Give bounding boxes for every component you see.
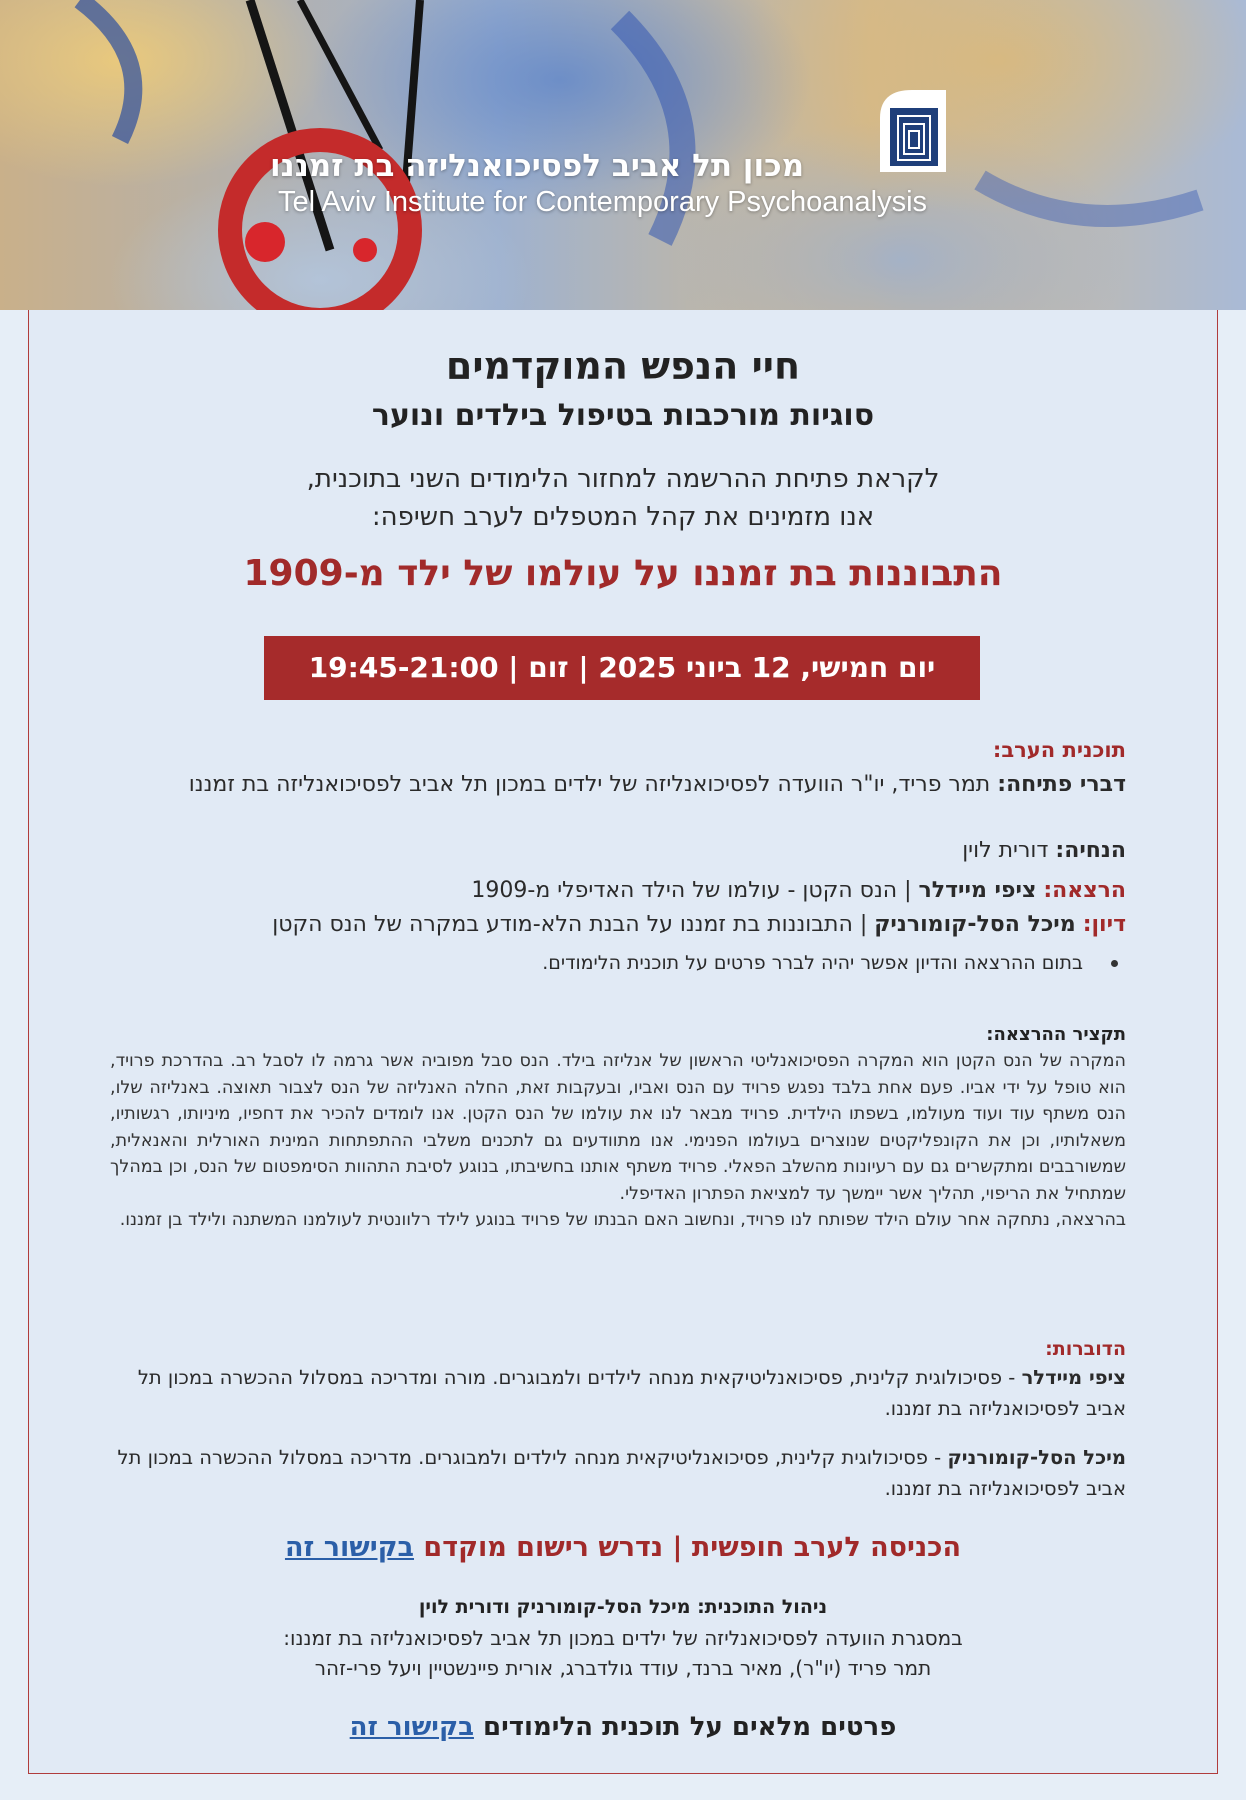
guide-label: הנחיה:: [1055, 838, 1126, 863]
abstract-heading: תקציר ההרצאה:: [986, 1024, 1126, 1045]
abstract-body: [110, 1048, 1126, 1234]
page-subtitle: סוגיות מורכבות בטיפול בילדים ונוער: [371, 398, 875, 433]
discussion-text: | התבוננות בת זמננו על הבנת הלא-מודע במקרה של הנס הקטן: [272, 912, 868, 937]
intro-line-2: אנו מזמינים את קהל המטפלים לערב חשיפה:: [371, 502, 875, 532]
lecture-text: | הנס הקטן - עולמו של הילד האדיפלי מ-1909: [471, 878, 912, 903]
program-guide: [962, 834, 1126, 868]
footer-text: פרטים מלאים על תוכנית הלימודים: [473, 1712, 897, 1742]
discussion-label: דיון:: [1082, 912, 1126, 937]
abstract-paragraph-2: בהרצאה, נתחקה אחר עולם הילד שפותח לנו פרויד, ונחשוב האם הבנתו של פרויד בנוגע לילד רלוונטית לעולמנו המשתנה ולילד בן זמננו.: [119, 1210, 1126, 1230]
lecture-label: הרצאה:: [1043, 878, 1126, 903]
opening-text: תמר פריד, יו"ר הוועדה לפסיכואנליזה של ילדים במכון תל אביב לפסיכואנליזה בת זמננו: [188, 772, 991, 797]
program-bullet: [542, 952, 1118, 974]
program-opening: [116, 768, 1126, 802]
program-details-link[interactable]: בקישור זה: [349, 1712, 474, 1742]
opening-label: דברי פתיחה:: [997, 772, 1126, 797]
logo-english-text: Tel Aviv Institute for Contemporary Psychoanalysis: [278, 186, 928, 218]
footer-line: [0, 1712, 1246, 1742]
bullet-dot-icon: [1111, 960, 1118, 967]
speaker-1-bio: - פסיכולוגית קלינית, פסיכואנליטיקאית מנחה לילדים ולמבוגרים. מורה ומדריכה במסלול ההכשרה במכון תל אביב לפסיכואנליזה בת זמננו.: [137, 1366, 1126, 1420]
management-line-1: במסגרת הוועדה לפסיכואנליזה של ילדים במכון תל אביב לפסיכואנליזה בת זמננו:: [283, 1626, 963, 1650]
abstract-paragraph-1: המקרה של הנס הקטן הוא המקרה הפסיכואנליטי הראשון של אנליזה בילד. הנס סבל מפוביה אשר גרמה לו לסבל רב. בהדרכת פרויד, הוא טופל על ידי אביו. פעם אחת בלבד נפגש פרויד עם הנס ואביו, ובעקבות זאת, החלה האנליזה של הנס לצבור תאוצה. באנליזה שלו, הנס משתף עוד ועוד מעולמו, בשפתו הילדית. פרויד מבאר לנו את עולמו של הנס הקטן. אנו לומדים להכיר את דחפיו, מיניותו, רגשותיו, משאלותיו, וכן את הקונפליקטים שנוצרים בעולמו הפנימי. אנו מתוודעים גם לתכנים משלבי ההתפתחות המינית האורלית והאנאלית, שמשורבבים ומתקשרים גם עם רעיונות מהשלב הפאלי. פרויד משתף אותנו בחשיבתו, בנוגע לסיבת התהוות הסימפטום של הנס, וכן במהלך שמתחיל את הריפוי, תהליך אשר יימשך עד למציאת הפתרון האדיפלי.: [110, 1051, 1126, 1204]
speaker-1: [116, 1362, 1126, 1424]
logo-hebrew-text: מכון תל אביב לפסיכואנליזה בת זמננו: [270, 148, 805, 184]
intro-line-1: לקראת פתיחת ההרשמה למחזור הלימודים השני בתוכנית,: [306, 464, 940, 494]
event-date-banner: יום חמישי, 12 ביוני 2025 | זום | 19:45-21:00: [264, 636, 980, 700]
guide-text: דורית לוין: [962, 838, 1049, 863]
registration-link[interactable]: בקישור זה: [284, 1532, 415, 1563]
entry-line: [0, 1532, 1246, 1563]
speaker-1-name: ציפי מיידלר: [1021, 1366, 1126, 1389]
program-lecture: [471, 874, 1126, 908]
program-heading: תוכנית הערב:: [992, 738, 1126, 762]
management-line-2: תמר פריד (יו"ר), מאיר ברנד, עודד גולדברג, אורית פיינשטיין ויעל פרי-זהר: [314, 1656, 932, 1680]
institute-logo-icon: [866, 84, 958, 176]
speaker-2: [116, 1442, 1126, 1504]
header-banner: [0, 0, 1246, 310]
program-discussion: [272, 908, 1126, 942]
page-title: חיי הנפש המוקדמים: [445, 344, 801, 388]
speaker-2-name: מיכל הסל-קומורניק: [947, 1446, 1126, 1469]
entry-text: הכניסה לערב חופשית | נדרש רישום מוקדם: [414, 1532, 962, 1563]
event-title: התבוננות בת זמננו על עולמו של ילד מ-1909: [243, 553, 1003, 594]
speaker-2-bio: - פסיכולוגית קלינית, פסיכואנליטיקאית מנחה לילדים ולמבוגרים. מדריכה במסלול ההכשרה במכון תל אביב לפסיכואנליזה בת זמננו.: [117, 1446, 1126, 1500]
bullet-text: בתום ההרצאה והדיון אפשר יהיה לברר פרטים על תוכנית הלימודים.: [542, 952, 1083, 974]
speakers-heading: הדוברות:: [1045, 1338, 1126, 1360]
management-heading: ניהול התוכנית: מיכל הסל-קומורניק ודורית לוין: [418, 1596, 828, 1618]
lecture-speaker: ציפי מיידלר: [918, 878, 1037, 903]
discussion-speaker: מיכל הסל-קומורניק: [874, 912, 1076, 937]
